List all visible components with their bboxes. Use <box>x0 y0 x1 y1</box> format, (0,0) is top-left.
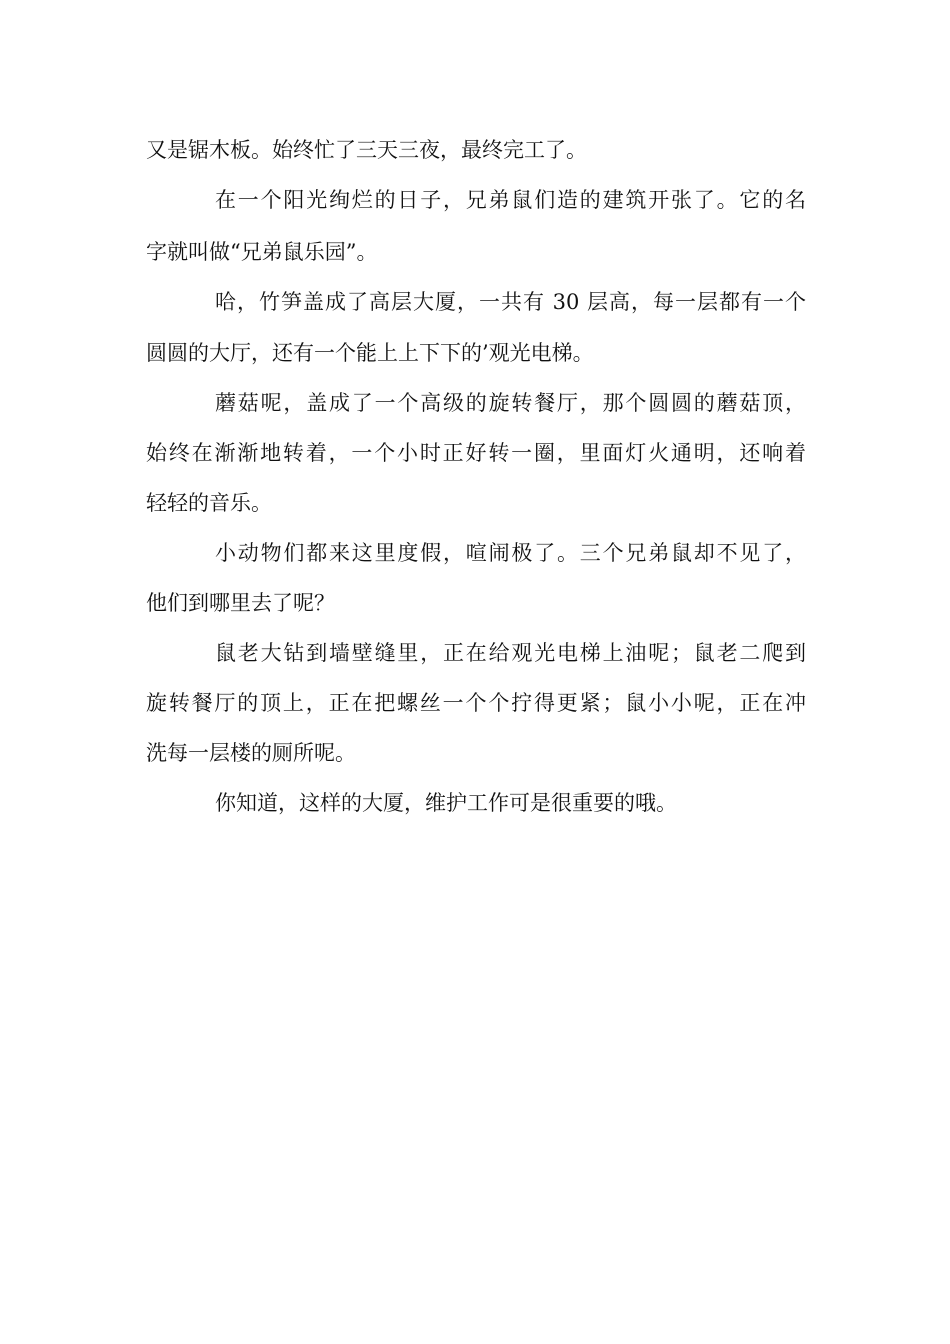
paragraph-first-line: 在一个阳光绚烂的日子，兄弟鼠们造的建筑开张了。它的名 <box>215 188 806 212</box>
text-line: 轻轻的音乐。 <box>146 491 272 515</box>
text-line: 又是锯木板。始终忙了三天三夜，最终完工了。 <box>146 138 587 162</box>
text-line: 始终在渐渐地转着，一个小时正好转一圈，里面灯火通明，还响着 <box>146 441 806 465</box>
paragraph-first-line: 蘑菇呢，盖成了一个高级的旋转餐厅，那个圆圆的蘑菇顶， <box>215 391 806 415</box>
text-line: 圆圆的大厅，还有一个能上上下下的’观光电梯。 <box>146 341 594 365</box>
text-line: 他们到哪里去了呢？ <box>146 591 335 615</box>
paragraph-first-line: 小动物们都来这里度假，喧闹极了。三个兄弟鼠却不见了， <box>215 541 806 565</box>
paragraph-first-line: 哈，竹笋盖成了高层大厦，一共有 30 层高，每一层都有一个 <box>215 290 806 314</box>
text-line: 洗每一层楼的厕所呢。 <box>146 741 356 765</box>
text-line: 旋转餐厅的顶上，正在把螺丝一个个拧得更紧；鼠小小呢，正在冲 <box>146 691 806 715</box>
text-line: 字就叫做“兄弟鼠乐园”。 <box>146 240 378 264</box>
paragraph-first-line: 鼠老大钻到墙壁缝里，正在给观光电梯上油呢；鼠老二爬到 <box>215 641 806 665</box>
paragraph-first-line: 你知道，这样的大厦，维护工作可是很重要的哦。 <box>215 791 677 815</box>
